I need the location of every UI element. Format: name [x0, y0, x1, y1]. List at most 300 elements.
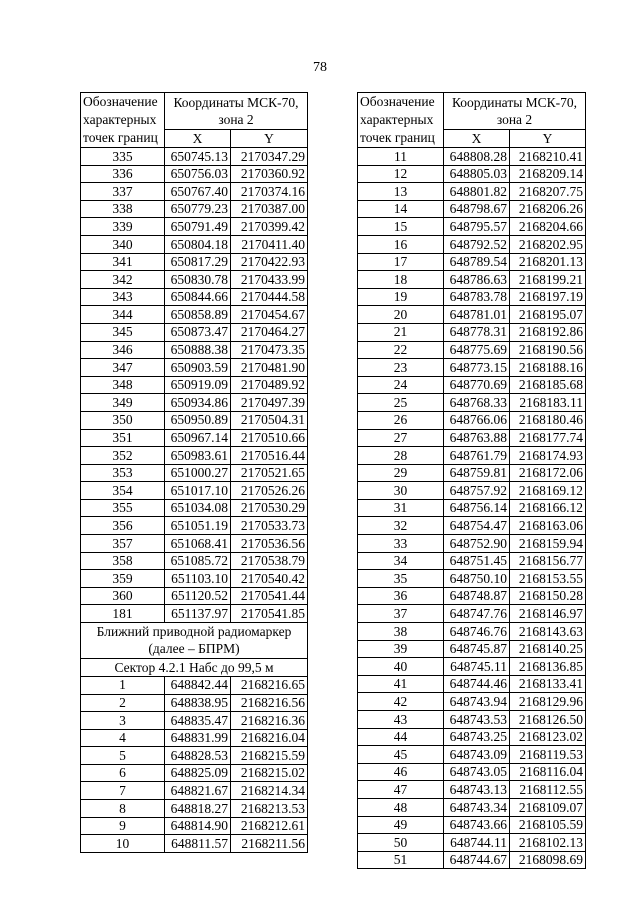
x-coordinate-cell: 648743.53 — [444, 711, 510, 729]
point-number-cell: 47 — [358, 781, 444, 799]
x-header: X — [444, 129, 510, 147]
y-coordinate-cell: 2170538.79 — [231, 552, 308, 570]
y-coordinate-cell: 2168215.02 — [231, 764, 308, 782]
y-coordinate-cell: 2170473.35 — [231, 341, 308, 359]
x-coordinate-cell: 650888.38 — [165, 341, 231, 359]
y-coordinate-cell: 2168180.46 — [510, 411, 586, 429]
y-coordinate-cell: 2170399.42 — [231, 218, 308, 236]
table-row — [81, 447, 308, 465]
point-number-cell: 8 — [81, 800, 165, 818]
x-coordinate-cell: 648789.54 — [444, 253, 510, 271]
y-coordinate-cell: 2170541.85 — [231, 605, 308, 623]
point-number-cell: 10 — [81, 835, 165, 853]
y-coordinate-cell: 2170497.39 — [231, 394, 308, 412]
x-coordinate-cell: 648743.13 — [444, 781, 510, 799]
x-coordinate-cell: 648773.15 — [444, 359, 510, 377]
x-coordinate-cell: 648778.31 — [444, 323, 510, 341]
table-row — [358, 429, 586, 447]
point-number-cell: 15 — [358, 218, 444, 236]
point-number-cell: 354 — [81, 482, 165, 500]
x-coordinate-cell: 648831.99 — [165, 729, 231, 747]
point-number-cell: 48 — [358, 798, 444, 816]
x-coordinate-cell: 650779.23 — [165, 200, 231, 218]
point-number-cell: 347 — [81, 359, 165, 377]
table-row — [358, 464, 586, 482]
x-coordinate-cell: 648744.11 — [444, 834, 510, 852]
point-number-cell: 2 — [81, 694, 165, 712]
point-number-cell: 336 — [81, 165, 165, 183]
table-row — [358, 288, 586, 306]
table-row — [81, 359, 308, 377]
x-coordinate-cell: 648748.87 — [444, 587, 510, 605]
table-row — [358, 376, 586, 394]
point-number-cell: 11 — [358, 148, 444, 166]
y-coordinate-cell: 2168177.74 — [510, 429, 586, 447]
point-number-cell: 338 — [81, 200, 165, 218]
table-row — [358, 658, 586, 676]
page-number: 78 — [313, 60, 327, 75]
point-number-cell: 33 — [358, 535, 444, 553]
table-row — [81, 552, 308, 570]
table-row — [81, 253, 308, 271]
table-row — [358, 816, 586, 834]
x-coordinate-cell: 648759.81 — [444, 464, 510, 482]
point-number-cell: 44 — [358, 728, 444, 746]
point-number-cell: 339 — [81, 218, 165, 236]
y-coordinate-cell: 2168192.86 — [510, 323, 586, 341]
x-coordinate-cell: 651000.27 — [165, 464, 231, 482]
x-coordinate-cell: 651051.19 — [165, 517, 231, 535]
table-row — [81, 729, 308, 747]
point-number-cell: 40 — [358, 658, 444, 676]
point-number-cell: 32 — [358, 517, 444, 535]
table-row — [81, 605, 308, 623]
x-coordinate-cell: 651034.08 — [165, 499, 231, 517]
x-coordinate-cell: 648750.10 — [444, 570, 510, 588]
point-number-cell: 349 — [81, 394, 165, 412]
table-row — [358, 218, 586, 236]
y-coordinate-cell: 2168216.56 — [231, 694, 308, 712]
x-coordinate-cell: 648747.76 — [444, 605, 510, 623]
x-coordinate-cell: 648754.47 — [444, 517, 510, 535]
y-coordinate-cell: 2168112.55 — [510, 781, 586, 799]
table-row — [358, 587, 586, 605]
table-row — [358, 834, 586, 852]
y-coordinate-cell: 2170526.26 — [231, 482, 308, 500]
x-coordinate-cell: 648842.44 — [165, 676, 231, 694]
point-number-cell: 352 — [81, 447, 165, 465]
x-coordinate-cell: 648746.76 — [444, 623, 510, 641]
table-row — [358, 693, 586, 711]
point-number-cell: 350 — [81, 411, 165, 429]
x-coordinate-cell: 651085.72 — [165, 552, 231, 570]
y-coordinate-cell: 2168136.85 — [510, 658, 586, 676]
y-coordinate-cell: 2170533.73 — [231, 517, 308, 535]
table-row — [81, 235, 308, 253]
point-number-cell: 42 — [358, 693, 444, 711]
x-coordinate-cell: 650844.66 — [165, 288, 231, 306]
coordinates-table-left — [80, 92, 308, 853]
point-number-cell: 181 — [81, 605, 165, 623]
x-coordinate-cell: 650967.14 — [165, 429, 231, 447]
y-coordinate-cell: 2170516.44 — [231, 447, 308, 465]
x-coordinate-cell: 648781.01 — [444, 306, 510, 324]
point-number-cell: 29 — [358, 464, 444, 482]
x-coordinate-cell: 650919.09 — [165, 376, 231, 394]
y-coordinate-cell: 2170433.99 — [231, 271, 308, 289]
y-coordinate-cell: 2170536.56 — [231, 535, 308, 553]
x-coordinate-cell: 648798.67 — [444, 200, 510, 218]
x-coordinate-cell: 648786.63 — [444, 271, 510, 289]
table-row — [81, 323, 308, 341]
x-coordinate-cell: 648775.69 — [444, 341, 510, 359]
y-coordinate-cell: 2168156.77 — [510, 552, 586, 570]
x-coordinate-cell: 648805.03 — [444, 165, 510, 183]
point-number-cell: 22 — [358, 341, 444, 359]
x-coordinate-cell: 651017.10 — [165, 482, 231, 500]
table-row — [358, 165, 586, 183]
table-row — [81, 694, 308, 712]
y-coordinate-cell: 2168185.68 — [510, 376, 586, 394]
y-coordinate-cell: 2170541.44 — [231, 587, 308, 605]
x-coordinate-cell: 650950.89 — [165, 411, 231, 429]
point-number-cell: 39 — [358, 640, 444, 658]
y-header: Y — [510, 129, 586, 147]
point-number-cell: 35 — [358, 570, 444, 588]
point-number-cell: 344 — [81, 306, 165, 324]
point-number-cell: 37 — [358, 605, 444, 623]
point-number-cell: 45 — [358, 746, 444, 764]
x-coordinate-cell: 648783.78 — [444, 288, 510, 306]
table-row — [358, 411, 586, 429]
x-coordinate-cell: 648821.67 — [165, 782, 231, 800]
table-row — [358, 640, 586, 658]
x-coordinate-cell: 650817.29 — [165, 253, 231, 271]
y-coordinate-cell: 2168188.16 — [510, 359, 586, 377]
y-coordinate-cell: 2168214.34 — [231, 782, 308, 800]
point-number-cell: 358 — [81, 552, 165, 570]
x-coordinate-cell: 648795.57 — [444, 218, 510, 236]
table-row — [358, 605, 586, 623]
table-row — [358, 728, 586, 746]
y-coordinate-cell: 2168105.59 — [510, 816, 586, 834]
point-number-cell: 357 — [81, 535, 165, 553]
x-coordinate-cell: 648766.06 — [444, 411, 510, 429]
point-number-cell: 43 — [358, 711, 444, 729]
point-number-cell: 27 — [358, 429, 444, 447]
x-coordinate-cell: 650791.49 — [165, 218, 231, 236]
y-coordinate-cell: 2168116.04 — [510, 763, 586, 781]
y-coordinate-cell: 2170481.90 — [231, 359, 308, 377]
x-coordinate-cell: 648743.66 — [444, 816, 510, 834]
x-coordinate-cell: 648757.92 — [444, 482, 510, 500]
table-row — [358, 235, 586, 253]
point-number-cell: 342 — [81, 271, 165, 289]
x-coordinate-cell: 648743.34 — [444, 798, 510, 816]
table-row — [358, 535, 586, 553]
coordinates-header: Координаты МСК-70, зона 2 — [444, 93, 586, 130]
point-number-cell: 348 — [81, 376, 165, 394]
y-coordinate-cell: 2170454.67 — [231, 306, 308, 324]
y-coordinate-cell: 2168199.21 — [510, 271, 586, 289]
point-number-cell: 17 — [358, 253, 444, 271]
x-coordinate-cell: 651068.41 — [165, 535, 231, 553]
y-coordinate-cell: 2170374.16 — [231, 183, 308, 201]
point-number-cell: 346 — [81, 341, 165, 359]
y-coordinate-cell: 2170504.31 — [231, 411, 308, 429]
y-coordinate-cell: 2168169.12 — [510, 482, 586, 500]
table-row — [81, 218, 308, 236]
y-coordinate-cell: 2168098.69 — [510, 851, 586, 869]
table-row — [81, 394, 308, 412]
table-row — [81, 376, 308, 394]
table-row — [358, 323, 586, 341]
x-coordinate-cell: 651103.10 — [165, 570, 231, 588]
y-coordinate-cell: 2168195.07 — [510, 306, 586, 324]
table-row — [81, 570, 308, 588]
point-number-cell: 19 — [358, 288, 444, 306]
y-coordinate-cell: 2168216.65 — [231, 676, 308, 694]
y-coordinate-cell: 2170360.92 — [231, 165, 308, 183]
point-number-cell: 51 — [358, 851, 444, 869]
point-number-cell: 28 — [358, 447, 444, 465]
section-title-sector: Сектор 4.2.1 Набс до 99,5 м — [81, 658, 308, 676]
y-coordinate-cell: 2170387.00 — [231, 200, 308, 218]
table-row — [81, 712, 308, 730]
y-coordinate-cell: 2168129.96 — [510, 693, 586, 711]
y-coordinate-cell: 2168216.04 — [231, 729, 308, 747]
y-coordinate-cell: 2168212.61 — [231, 817, 308, 835]
point-number-cell: 351 — [81, 429, 165, 447]
y-coordinate-cell: 2168119.53 — [510, 746, 586, 764]
x-coordinate-cell: 648818.27 — [165, 800, 231, 818]
table-row — [81, 411, 308, 429]
x-coordinate-cell: 648752.90 — [444, 535, 510, 553]
y-coordinate-cell: 2170521.65 — [231, 464, 308, 482]
y-coordinate-cell: 2168143.63 — [510, 623, 586, 641]
point-number-cell: 38 — [358, 623, 444, 641]
y-coordinate-cell: 2168211.56 — [231, 835, 308, 853]
y-coordinate-cell: 2168123.02 — [510, 728, 586, 746]
table-row — [358, 447, 586, 465]
table-row — [358, 253, 586, 271]
y-coordinate-cell: 2168159.94 — [510, 535, 586, 553]
table-row — [358, 200, 586, 218]
x-coordinate-cell: 648745.11 — [444, 658, 510, 676]
point-number-cell: 23 — [358, 359, 444, 377]
table-row — [81, 464, 308, 482]
y-coordinate-cell: 2170489.92 — [231, 376, 308, 394]
point-number-cell: 13 — [358, 183, 444, 201]
x-coordinate-cell: 650804.18 — [165, 235, 231, 253]
y-coordinate-cell: 2168183.11 — [510, 394, 586, 412]
x-coordinate-cell: 648835.47 — [165, 712, 231, 730]
table-row — [358, 517, 586, 535]
x-coordinate-cell: 648743.05 — [444, 763, 510, 781]
y-coordinate-cell: 2168213.53 — [231, 800, 308, 818]
table-row — [81, 165, 308, 183]
point-number-cell: 41 — [358, 675, 444, 693]
y-coordinate-cell: 2168215.59 — [231, 747, 308, 765]
y-coordinate-cell: 2168150.28 — [510, 587, 586, 605]
point-number-cell: 340 — [81, 235, 165, 253]
table-row — [358, 482, 586, 500]
x-coordinate-cell: 648763.88 — [444, 429, 510, 447]
point-number-cell: 353 — [81, 464, 165, 482]
table-row — [358, 798, 586, 816]
table-row — [358, 570, 586, 588]
y-coordinate-cell: 2168146.97 — [510, 605, 586, 623]
table-row — [358, 271, 586, 289]
point-number-cell: 36 — [358, 587, 444, 605]
y-coordinate-cell: 2168172.06 — [510, 464, 586, 482]
table-row — [358, 851, 586, 869]
x-coordinate-cell: 648808.28 — [444, 148, 510, 166]
x-coordinate-cell: 648770.69 — [444, 376, 510, 394]
table-row — [358, 394, 586, 412]
x-coordinate-cell: 648743.94 — [444, 693, 510, 711]
designation-header: Обозначение характерных точек границ — [81, 93, 165, 148]
x-coordinate-cell: 650830.78 — [165, 271, 231, 289]
y-coordinate-cell: 2170540.42 — [231, 570, 308, 588]
table-row — [81, 482, 308, 500]
point-number-cell: 12 — [358, 165, 444, 183]
y-coordinate-cell: 2168102.13 — [510, 834, 586, 852]
y-coordinate-cell: 2168204.66 — [510, 218, 586, 236]
x-coordinate-cell: 648814.90 — [165, 817, 231, 835]
x-coordinate-cell: 650903.59 — [165, 359, 231, 377]
x-coordinate-cell: 648838.95 — [165, 694, 231, 712]
y-coordinate-cell: 2168140.25 — [510, 640, 586, 658]
y-coordinate-cell: 2168209.14 — [510, 165, 586, 183]
x-coordinate-cell: 648743.09 — [444, 746, 510, 764]
table-row — [358, 183, 586, 201]
y-coordinate-cell: 2168207.75 — [510, 183, 586, 201]
table-row — [81, 499, 308, 517]
table-row — [81, 676, 308, 694]
table-row — [81, 341, 308, 359]
y-coordinate-cell: 2170347.29 — [231, 148, 308, 166]
point-number-cell: 3 — [81, 712, 165, 730]
point-number-cell: 7 — [81, 782, 165, 800]
coordinates-header: Координаты МСК-70, зона 2 — [165, 93, 308, 130]
table-row — [358, 552, 586, 570]
y-coordinate-cell: 2168190.56 — [510, 341, 586, 359]
x-coordinate-cell: 650745.13 — [165, 148, 231, 166]
point-number-cell: 46 — [358, 763, 444, 781]
y-coordinate-cell: 2168216.36 — [231, 712, 308, 730]
y-coordinate-cell: 2168174.93 — [510, 447, 586, 465]
point-number-cell: 49 — [358, 816, 444, 834]
point-number-cell: 355 — [81, 499, 165, 517]
table-row — [81, 148, 308, 166]
table-row — [81, 200, 308, 218]
x-coordinate-cell: 648744.67 — [444, 851, 510, 869]
table-row — [81, 288, 308, 306]
table-row — [358, 675, 586, 693]
y-coordinate-cell: 2170444.58 — [231, 288, 308, 306]
x-coordinate-cell: 648825.09 — [165, 764, 231, 782]
x-coordinate-cell: 648792.52 — [444, 235, 510, 253]
point-number-cell: 341 — [81, 253, 165, 271]
point-number-cell: 360 — [81, 587, 165, 605]
table-row — [81, 271, 308, 289]
point-number-cell: 26 — [358, 411, 444, 429]
table-row — [81, 587, 308, 605]
x-coordinate-cell: 648801.82 — [444, 183, 510, 201]
point-number-cell: 31 — [358, 499, 444, 517]
y-coordinate-cell: 2168210.41 — [510, 148, 586, 166]
y-coordinate-cell: 2168197.19 — [510, 288, 586, 306]
table-row — [81, 429, 308, 447]
y-coordinate-cell: 2168109.07 — [510, 798, 586, 816]
x-coordinate-cell: 650873.47 — [165, 323, 231, 341]
y-coordinate-cell: 2170411.40 — [231, 235, 308, 253]
x-coordinate-cell: 651120.52 — [165, 587, 231, 605]
point-number-cell: 337 — [81, 183, 165, 201]
x-coordinate-cell: 650983.61 — [165, 447, 231, 465]
point-number-cell: 50 — [358, 834, 444, 852]
y-header: Y — [231, 129, 308, 147]
point-number-cell: 24 — [358, 376, 444, 394]
table-row — [81, 535, 308, 553]
table-row — [358, 746, 586, 764]
table-row — [358, 341, 586, 359]
y-coordinate-cell: 2168133.41 — [510, 675, 586, 693]
y-coordinate-cell: 2168202.95 — [510, 235, 586, 253]
x-coordinate-cell: 648751.45 — [444, 552, 510, 570]
table-row — [358, 148, 586, 166]
table-row — [81, 800, 308, 818]
point-number-cell: 34 — [358, 552, 444, 570]
coordinates-table-right — [357, 92, 586, 869]
x-coordinate-cell: 651137.97 — [165, 605, 231, 623]
point-number-cell: 14 — [358, 200, 444, 218]
point-number-cell: 1 — [81, 676, 165, 694]
y-coordinate-cell: 2170530.29 — [231, 499, 308, 517]
y-coordinate-cell: 2168206.26 — [510, 200, 586, 218]
y-coordinate-cell: 2168201.13 — [510, 253, 586, 271]
table-row — [358, 711, 586, 729]
designation-header: Обозначение характерных точек границ — [358, 93, 444, 148]
x-coordinate-cell: 648768.33 — [444, 394, 510, 412]
point-number-cell: 30 — [358, 482, 444, 500]
table-row — [358, 623, 586, 641]
x-coordinate-cell: 648743.25 — [444, 728, 510, 746]
point-number-cell: 21 — [358, 323, 444, 341]
table-row — [81, 817, 308, 835]
point-number-cell: 4 — [81, 729, 165, 747]
y-coordinate-cell: 2168163.06 — [510, 517, 586, 535]
section-title-bprm: Ближний приводной радиомаркер (далее – БПРМ) — [81, 623, 308, 659]
y-coordinate-cell: 2170464.27 — [231, 323, 308, 341]
x-coordinate-cell: 648828.53 — [165, 747, 231, 765]
point-number-cell: 345 — [81, 323, 165, 341]
y-coordinate-cell: 2168126.50 — [510, 711, 586, 729]
x-coordinate-cell: 648756.14 — [444, 499, 510, 517]
table-row — [81, 183, 308, 201]
table-row — [81, 835, 308, 853]
x-coordinate-cell: 648761.79 — [444, 447, 510, 465]
point-number-cell: 356 — [81, 517, 165, 535]
point-number-cell: 359 — [81, 570, 165, 588]
table-row — [81, 782, 308, 800]
table-row — [358, 359, 586, 377]
point-number-cell: 16 — [358, 235, 444, 253]
y-coordinate-cell: 2168166.12 — [510, 499, 586, 517]
y-coordinate-cell: 2170510.66 — [231, 429, 308, 447]
y-coordinate-cell: 2170422.93 — [231, 253, 308, 271]
